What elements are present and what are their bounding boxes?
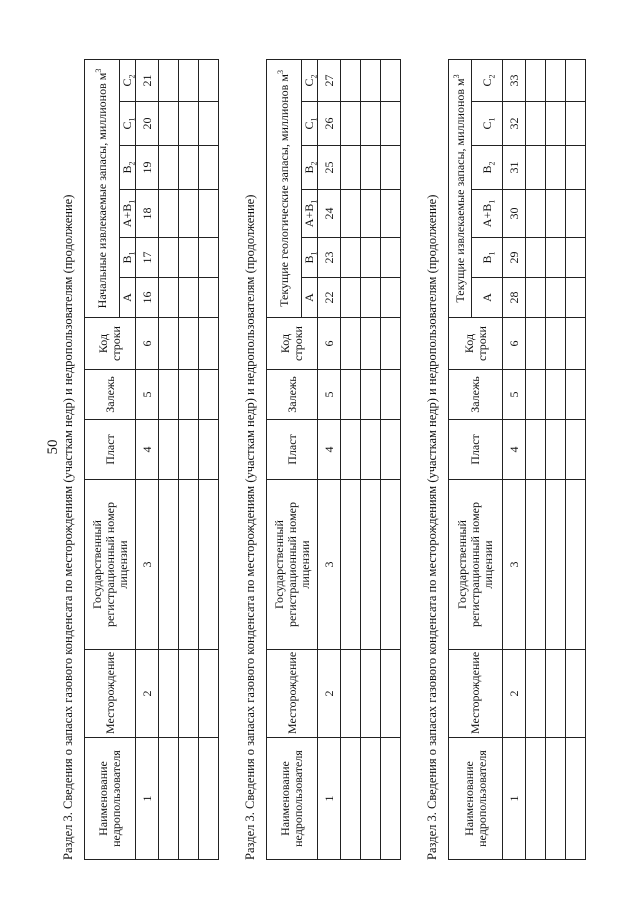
col-number: 31 xyxy=(503,146,526,190)
section-3 xyxy=(424,60,586,860)
col-number: 6 xyxy=(503,318,526,370)
cat-header: $C_1$ xyxy=(472,102,503,146)
col-code-header: Код строки xyxy=(85,318,136,370)
group-header: Текущие извлекаемые запасы, миллионов $м^3$ xyxy=(449,59,472,317)
col-number: 6 xyxy=(318,318,341,370)
section-title: Раздел 3. Сведения о запасах газового конденсата по месторождениям (участкам недр) и недропользователям (продолжение) xyxy=(243,194,257,860)
col-number: 30 xyxy=(503,190,526,238)
table-row xyxy=(179,59,199,859)
col-deposit-header: Залежь xyxy=(449,370,503,420)
table-row xyxy=(341,59,361,859)
cat-header: $C_1$ xyxy=(120,102,136,146)
col-number: 3 xyxy=(136,480,159,650)
table-row xyxy=(199,59,219,859)
col-number: 29 xyxy=(503,238,526,278)
col-number: 3 xyxy=(318,480,341,650)
col-number: 5 xyxy=(136,370,159,420)
cat-header: $B_2$ xyxy=(120,146,136,190)
col-number: 16 xyxy=(136,278,159,318)
col-layer-header: Пласт xyxy=(85,420,136,480)
col-number: 1 xyxy=(503,738,526,860)
cat-header: $C_1$ xyxy=(302,102,318,146)
col-number: 1 xyxy=(318,738,341,860)
col-number: 18 xyxy=(136,190,159,238)
column-number-row xyxy=(318,59,341,859)
cat-header: $A+B_1$ xyxy=(120,190,136,238)
column-number-row xyxy=(503,59,526,859)
col-field-header: Месторождение xyxy=(449,650,503,738)
rotated-page-content xyxy=(60,40,620,870)
cat-header: A xyxy=(120,278,136,318)
col-license-header: Государственный регистрационный номер лицензии xyxy=(267,480,318,650)
col-number: 28 xyxy=(503,278,526,318)
col-number: 25 xyxy=(318,146,341,190)
table-row xyxy=(566,59,586,859)
cat-header: A xyxy=(302,278,318,318)
cat-header: $A+B_1$ xyxy=(302,190,318,238)
col-number: 5 xyxy=(503,370,526,420)
col-number: 5 xyxy=(318,370,341,420)
cat-header: $C_2$ xyxy=(120,59,136,101)
cat-header: $B_1$ xyxy=(302,238,318,278)
col-number: 21 xyxy=(136,59,159,101)
col-code-header: Код строки xyxy=(449,318,503,370)
col-number: 32 xyxy=(503,102,526,146)
col-number: 2 xyxy=(318,650,341,738)
col-deposit-header: Залежь xyxy=(85,370,136,420)
table-row xyxy=(546,59,566,859)
col-number: 2 xyxy=(136,650,159,738)
col-number: 6 xyxy=(136,318,159,370)
cat-header: $B_1$ xyxy=(472,238,503,278)
cat-header: $B_1$ xyxy=(120,238,136,278)
reserves-table xyxy=(266,59,401,860)
cat-header: $C_2$ xyxy=(302,59,318,101)
col-number: 24 xyxy=(318,190,341,238)
col-layer-header: Пласт xyxy=(449,420,503,480)
reserves-table xyxy=(448,59,586,860)
col-number: 26 xyxy=(318,102,341,146)
group-header: Текущие геологические запасы, миллионов $м^3$ xyxy=(267,59,302,317)
col-number: 1 xyxy=(136,738,159,860)
cat-header: $B_2$ xyxy=(302,146,318,190)
col-number: 4 xyxy=(136,420,159,480)
col-number: 27 xyxy=(318,59,341,101)
col-layer-header: Пласт xyxy=(267,420,318,480)
col-license-header: Государственный регистрационный номер лицензии xyxy=(449,480,503,650)
col-field-header: Месторождение xyxy=(85,650,136,738)
col-user-header: Наименование недропользователя xyxy=(85,738,136,860)
section-title: Раздел 3. Сведения о запасах газового конденсата по месторождениям (участкам недр) и недропользователям (продолжение) xyxy=(61,194,75,860)
col-number: 20 xyxy=(136,102,159,146)
cat-header: $B_2$ xyxy=(472,146,503,190)
cat-header: A xyxy=(472,278,503,318)
col-number: 23 xyxy=(318,238,341,278)
col-number: 3 xyxy=(503,480,526,650)
table-row xyxy=(381,59,401,859)
section-title: Раздел 3. Сведения о запасах газового конденсата по месторождениям (участкам недр) и недропользователям (продолжение) xyxy=(425,194,439,860)
col-field-header: Месторождение xyxy=(267,650,318,738)
col-number: 4 xyxy=(503,420,526,480)
col-number: 4 xyxy=(318,420,341,480)
col-user-header: Наименование недропользователя xyxy=(267,738,318,860)
table-row xyxy=(159,59,179,859)
col-deposit-header: Залежь xyxy=(267,370,318,420)
col-license-header: Государственный регистрационный номер лицензии xyxy=(85,480,136,650)
section-2 xyxy=(242,60,401,860)
col-number: 17 xyxy=(136,238,159,278)
table-row xyxy=(361,59,381,859)
section-1 xyxy=(60,60,219,860)
group-header: Начальные извлекаемые запасы, миллионов $м^3$ xyxy=(85,59,120,317)
column-number-row xyxy=(136,59,159,859)
page-number: 50 xyxy=(45,439,61,455)
col-number: 19 xyxy=(136,146,159,190)
col-number: 33 xyxy=(503,59,526,101)
cat-header: $A+B_1$ xyxy=(472,190,503,238)
col-user-header: Наименование недропользователя xyxy=(449,738,503,860)
col-number: 22 xyxy=(318,278,341,318)
table-row xyxy=(526,59,546,859)
col-code-header: Код строки xyxy=(267,318,318,370)
col-number: 2 xyxy=(503,650,526,738)
reserves-table xyxy=(84,59,219,860)
cat-header: $C_2$ xyxy=(472,59,503,101)
